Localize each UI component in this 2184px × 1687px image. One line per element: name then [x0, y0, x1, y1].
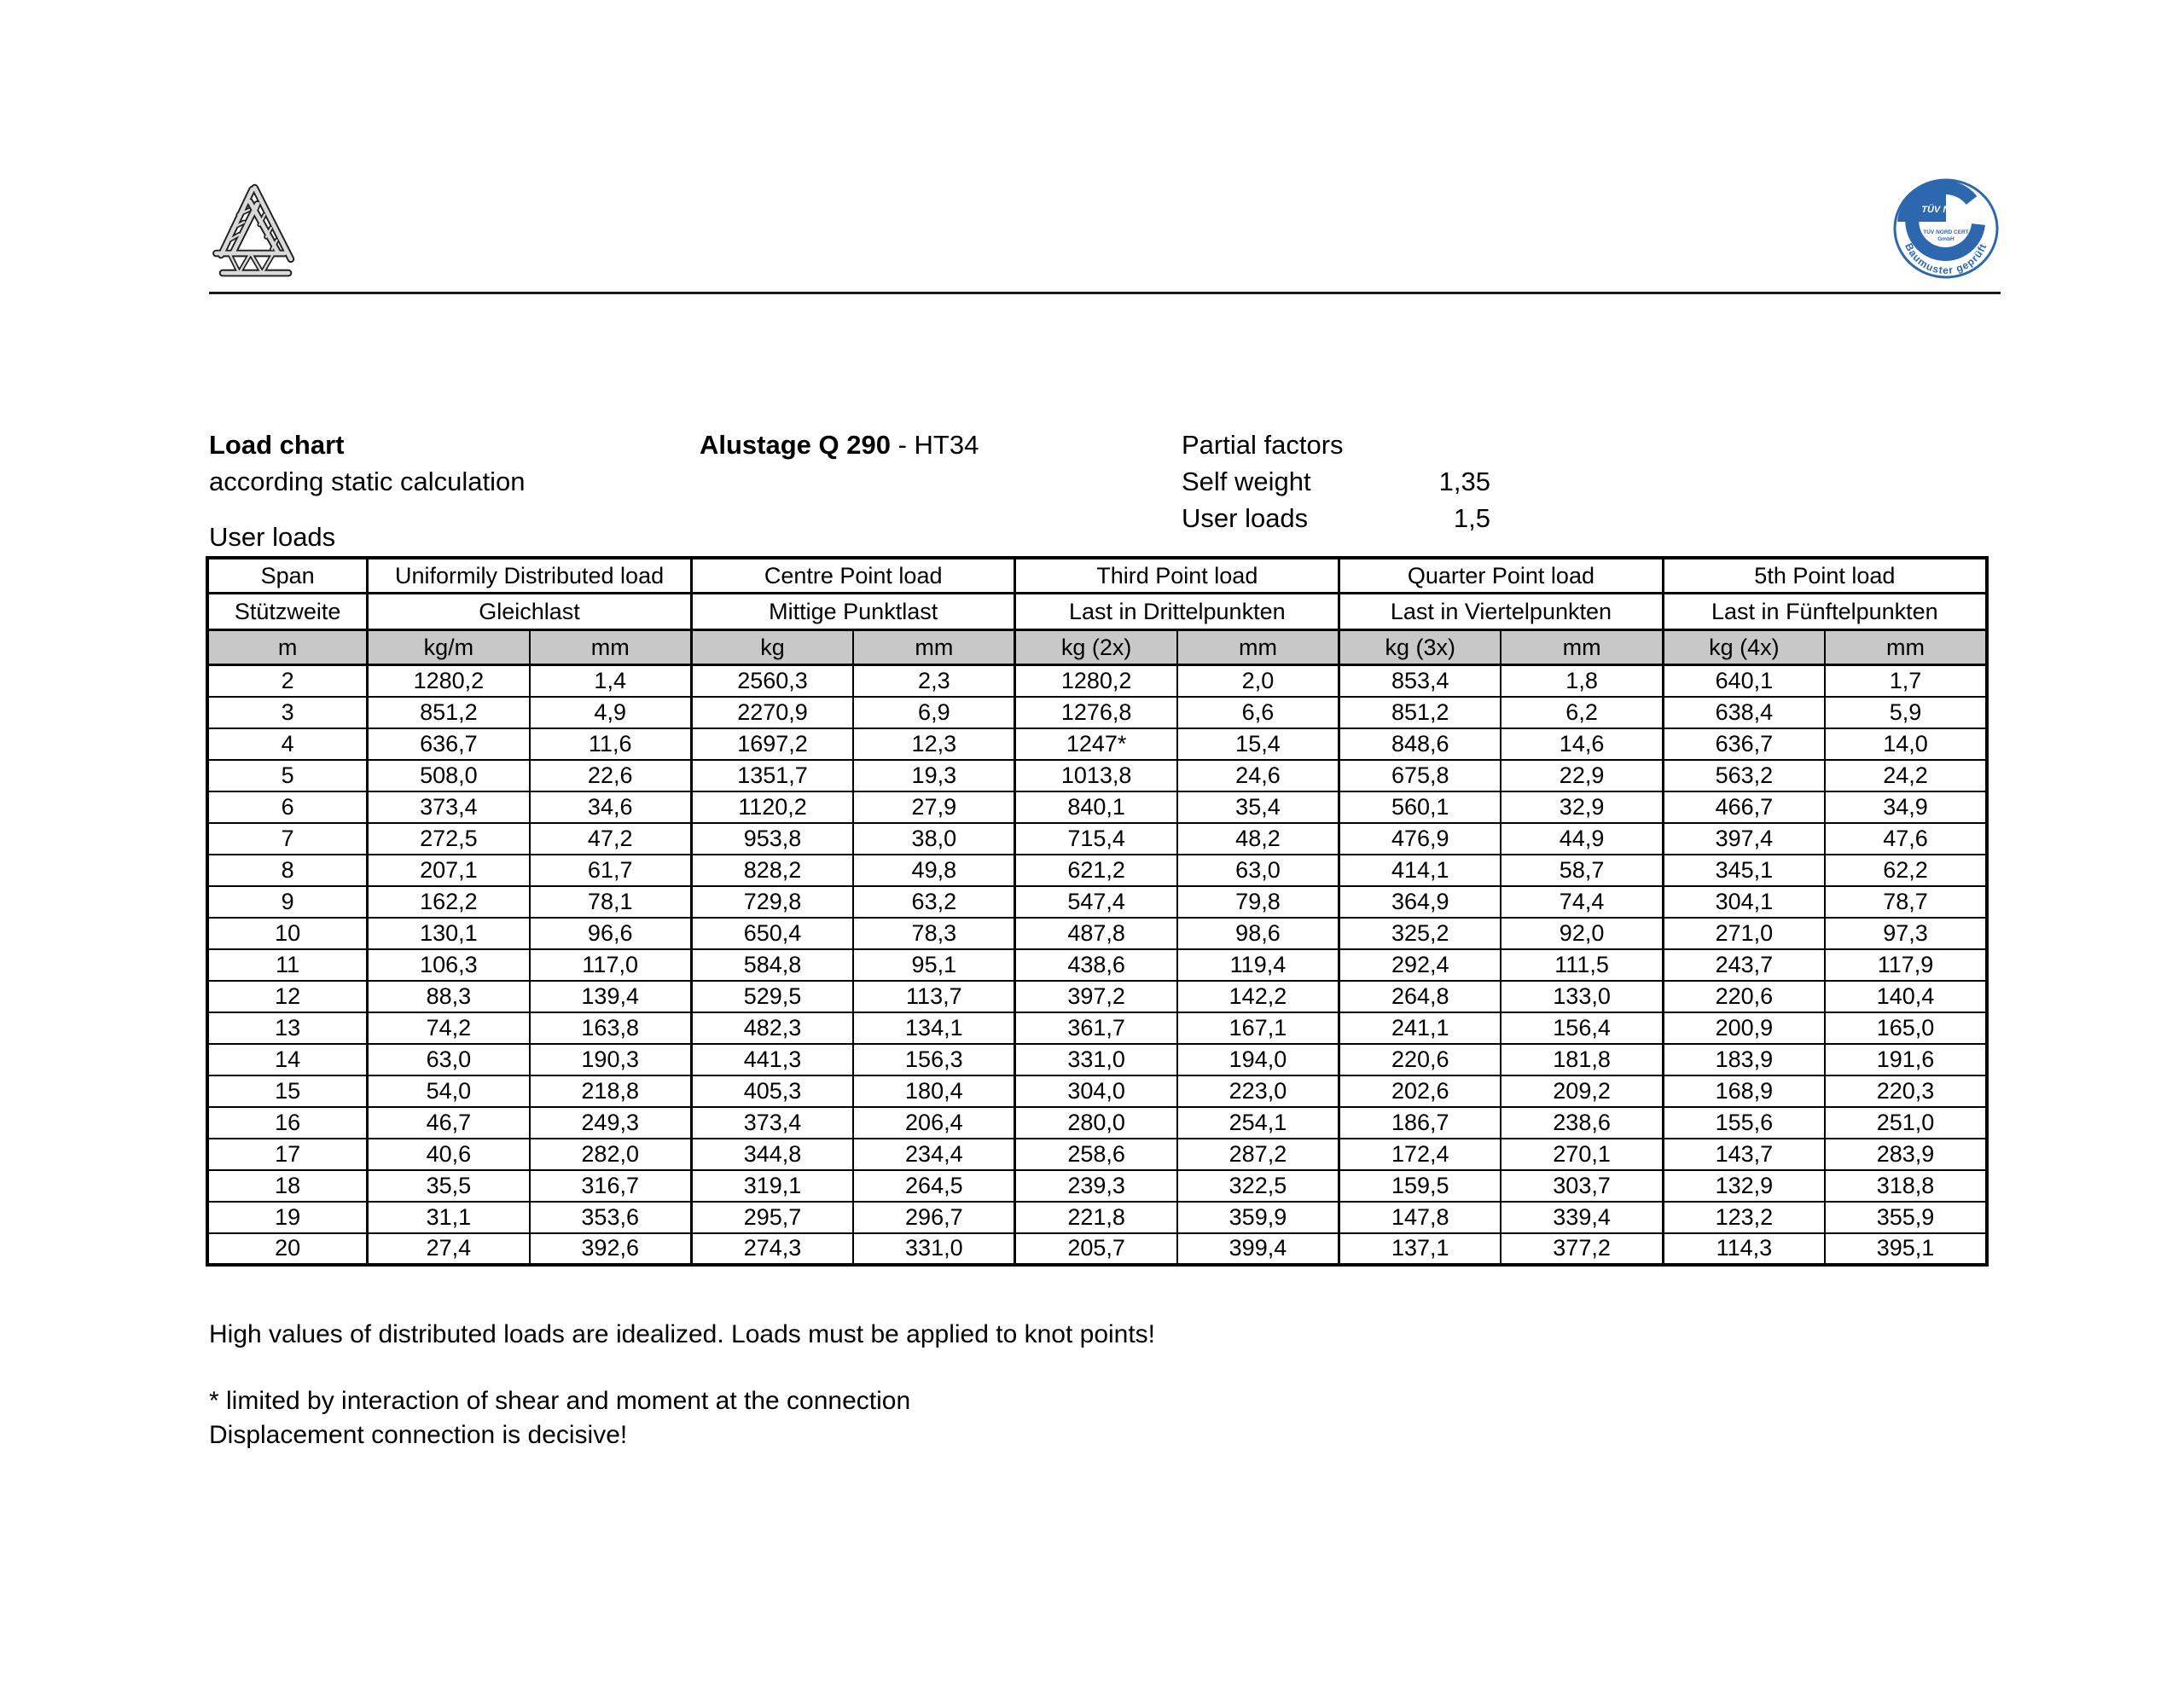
value-cell: 162,2 — [368, 886, 530, 918]
value-cell: 373,4 — [691, 1107, 853, 1139]
unit-header: mm — [853, 630, 1015, 665]
column-header: Third Point load — [1015, 558, 1339, 594]
column-header: Gleichlast — [368, 594, 692, 630]
value-cell: 46,7 — [368, 1107, 530, 1139]
factor-value: 1,35 — [1438, 467, 1490, 496]
value-cell: 63,0 — [1177, 855, 1339, 886]
value-cell: 190,3 — [530, 1044, 692, 1075]
tuev-nord-badge-icon — [1892, 177, 2000, 281]
factor-value: 1,5 — [1453, 503, 1490, 533]
value-cell: 303,7 — [1501, 1170, 1663, 1202]
value-cell: 15,4 — [1177, 728, 1339, 760]
value-cell: 205,7 — [1015, 1233, 1177, 1265]
value-cell: 851,2 — [368, 697, 530, 728]
column-header: Stützweite — [207, 594, 368, 630]
title-block — [209, 426, 525, 500]
value-cell: 1,4 — [530, 665, 692, 697]
table-row — [207, 918, 1987, 949]
unit-header: mm — [1177, 630, 1339, 665]
value-cell: 482,3 — [691, 1012, 853, 1044]
unit-header: mm — [530, 630, 692, 665]
value-cell: 364,9 — [1339, 886, 1502, 918]
value-cell: 97,3 — [1825, 918, 1987, 949]
value-cell: 191,6 — [1825, 1044, 1987, 1075]
value-cell: 34,6 — [530, 791, 692, 823]
value-cell: 254,1 — [1177, 1107, 1339, 1139]
table-row — [207, 728, 1987, 760]
value-cell: 6,9 — [853, 697, 1015, 728]
value-cell: 584,8 — [691, 949, 853, 981]
value-cell: 11,6 — [530, 728, 692, 760]
value-cell: 239,3 — [1015, 1170, 1177, 1202]
value-cell: 40,6 — [368, 1139, 530, 1170]
value-cell: 19,3 — [853, 760, 1015, 791]
value-cell: 316,7 — [530, 1170, 692, 1202]
value-cell: 287,2 — [1177, 1139, 1339, 1170]
value-cell: 223,0 — [1177, 1075, 1339, 1107]
value-cell: 476,9 — [1339, 823, 1502, 855]
column-header: Last in Viertelpunkten — [1339, 594, 1664, 630]
value-cell: 304,0 — [1015, 1075, 1177, 1107]
value-cell: 12,3 — [853, 728, 1015, 760]
value-cell: 1013,8 — [1015, 760, 1177, 791]
span-cell: 19 — [207, 1202, 368, 1233]
value-cell: 180,4 — [853, 1075, 1015, 1107]
table-row — [207, 1139, 1987, 1170]
value-cell: 397,4 — [1663, 823, 1825, 855]
value-cell: 272,5 — [368, 823, 530, 855]
value-cell: 274,3 — [691, 1233, 853, 1265]
table-row — [207, 1075, 1987, 1107]
value-cell: 133,0 — [1501, 981, 1663, 1012]
value-cell: 848,6 — [1339, 728, 1502, 760]
value-cell: 650,4 — [691, 918, 853, 949]
value-cell: 840,1 — [1015, 791, 1177, 823]
value-cell: 22,6 — [530, 760, 692, 791]
value-cell: 638,4 — [1663, 697, 1825, 728]
table-row — [207, 981, 1987, 1012]
value-cell: 319,1 — [691, 1170, 853, 1202]
value-cell: 79,8 — [1177, 886, 1339, 918]
table-row — [207, 1107, 1987, 1139]
value-cell: 27,4 — [368, 1233, 530, 1265]
value-cell: 1247* — [1015, 728, 1177, 760]
note-idealized: High values of distributed loads are idealized. Loads must be applied to knot points! — [209, 1320, 1156, 1348]
table-header-row-de — [207, 594, 1987, 630]
span-cell: 20 — [207, 1233, 368, 1265]
value-cell: 399,4 — [1177, 1233, 1339, 1265]
value-cell: 132,9 — [1663, 1170, 1825, 1202]
value-cell: 113,7 — [853, 981, 1015, 1012]
value-cell: 32,9 — [1501, 791, 1663, 823]
value-cell: 345,1 — [1663, 855, 1825, 886]
value-cell: 218,8 — [530, 1075, 692, 1107]
value-cell: 304,1 — [1663, 886, 1825, 918]
span-cell: 16 — [207, 1107, 368, 1139]
value-cell: 49,8 — [853, 855, 1015, 886]
value-cell: 139,4 — [530, 981, 692, 1012]
table-row — [207, 1170, 1987, 1202]
factor-label: User loads — [1182, 503, 1309, 533]
value-cell: 414,1 — [1339, 855, 1502, 886]
span-cell: 5 — [207, 760, 368, 791]
badge-curved-text: Baumuster geprüft — [1902, 241, 1989, 276]
table-row — [207, 949, 1987, 981]
value-cell: 172,4 — [1339, 1139, 1502, 1170]
value-cell: 264,5 — [853, 1170, 1015, 1202]
value-cell: 851,2 — [1339, 697, 1502, 728]
value-cell: 264,8 — [1339, 981, 1502, 1012]
unit-header: mm — [1501, 630, 1663, 665]
span-cell: 4 — [207, 728, 368, 760]
value-cell: 31,1 — [368, 1202, 530, 1233]
badge-brand-text: TÜV NORD — [1921, 205, 1971, 215]
value-cell: 344,8 — [691, 1139, 853, 1170]
span-cell: 14 — [207, 1044, 368, 1075]
value-cell: 234,4 — [853, 1139, 1015, 1170]
value-cell: 331,0 — [853, 1233, 1015, 1265]
value-cell: 953,8 — [691, 823, 853, 855]
span-cell: 12 — [207, 981, 368, 1012]
value-cell: 119,4 — [1177, 949, 1339, 981]
value-cell: 130,1 — [368, 918, 530, 949]
unit-header: m — [207, 630, 368, 665]
column-header: Last in Drittelpunkten — [1015, 594, 1339, 630]
column-header: Last in Fünftelpunkten — [1663, 594, 1987, 630]
value-cell: 251,0 — [1825, 1107, 1987, 1139]
header-divider — [209, 292, 2001, 294]
partial-factors-block — [1182, 426, 1490, 536]
unit-header: kg (2x) — [1015, 630, 1177, 665]
value-cell: 466,7 — [1663, 791, 1825, 823]
column-header: Centre Point load — [691, 558, 1015, 594]
value-cell: 111,5 — [1501, 949, 1663, 981]
value-cell: 200,9 — [1663, 1012, 1825, 1044]
value-cell: 156,4 — [1501, 1012, 1663, 1044]
column-header: Uniformily Distributed load — [368, 558, 692, 594]
value-cell: 238,6 — [1501, 1107, 1663, 1139]
value-cell: 209,2 — [1501, 1075, 1663, 1107]
value-cell: 117,0 — [530, 949, 692, 981]
column-header: Span — [207, 558, 368, 594]
value-cell: 1120,2 — [691, 791, 853, 823]
value-cell: 331,0 — [1015, 1044, 1177, 1075]
value-cell: 636,7 — [1663, 728, 1825, 760]
value-cell: 181,8 — [1501, 1044, 1663, 1075]
factor-label: Self weight — [1182, 467, 1311, 496]
value-cell: 292,4 — [1339, 949, 1502, 981]
span-cell: 8 — [207, 855, 368, 886]
value-cell: 74,2 — [368, 1012, 530, 1044]
value-cell: 6,2 — [1501, 697, 1663, 728]
value-cell: 156,3 — [853, 1044, 1015, 1075]
table-header-row-en — [207, 558, 1987, 594]
value-cell: 640,1 — [1663, 665, 1825, 697]
value-cell: 675,8 — [1339, 760, 1502, 791]
value-cell: 1,7 — [1825, 665, 1987, 697]
note-displacement: Displacement connection is decisive! — [209, 1421, 628, 1449]
table-row — [207, 886, 1987, 918]
value-cell: 405,3 — [691, 1075, 853, 1107]
value-cell: 715,4 — [1015, 823, 1177, 855]
value-cell: 114,3 — [1663, 1233, 1825, 1265]
value-cell: 183,9 — [1663, 1044, 1825, 1075]
unit-header: mm — [1825, 630, 1987, 665]
value-cell: 5,9 — [1825, 697, 1987, 728]
value-cell: 78,3 — [853, 918, 1015, 949]
value-cell: 143,7 — [1663, 1139, 1825, 1170]
value-cell: 318,8 — [1825, 1170, 1987, 1202]
value-cell: 34,9 — [1825, 791, 1987, 823]
value-cell: 38,0 — [853, 823, 1015, 855]
span-cell: 2 — [207, 665, 368, 697]
value-cell: 438,6 — [1015, 949, 1177, 981]
page-subtitle: according static calculation — [209, 467, 526, 496]
value-cell: 373,4 — [368, 791, 530, 823]
value-cell: 47,6 — [1825, 823, 1987, 855]
value-cell: 359,9 — [1177, 1202, 1339, 1233]
table-row — [207, 1012, 1987, 1044]
value-cell: 62,2 — [1825, 855, 1987, 886]
value-cell: 35,4 — [1177, 791, 1339, 823]
value-cell: 397,2 — [1015, 981, 1177, 1012]
value-cell: 194,0 — [1177, 1044, 1339, 1075]
value-cell: 377,2 — [1501, 1233, 1663, 1265]
value-cell: 280,0 — [1015, 1107, 1177, 1139]
span-cell: 18 — [207, 1170, 368, 1202]
value-cell: 2,3 — [853, 665, 1015, 697]
value-cell: 168,9 — [1663, 1075, 1825, 1107]
value-cell: 88,3 — [368, 981, 530, 1012]
value-cell: 165,0 — [1825, 1012, 1987, 1044]
value-cell: 167,1 — [1177, 1012, 1339, 1044]
value-cell: 322,5 — [1177, 1170, 1339, 1202]
value-cell: 220,6 — [1339, 1044, 1502, 1075]
value-cell: 92,0 — [1501, 918, 1663, 949]
value-cell: 563,2 — [1663, 760, 1825, 791]
badge-cert-text: TÜV NORD CERT — [1923, 229, 1969, 235]
value-cell: 134,1 — [853, 1012, 1015, 1044]
unit-header: kg (3x) — [1339, 630, 1502, 665]
span-cell: 15 — [207, 1075, 368, 1107]
table-section-label: User loads — [209, 522, 336, 552]
value-cell: 24,6 — [1177, 760, 1339, 791]
value-cell: 508,0 — [368, 760, 530, 791]
value-cell: 283,9 — [1825, 1139, 1987, 1170]
value-cell: 63,0 — [368, 1044, 530, 1075]
value-cell: 547,4 — [1015, 886, 1177, 918]
table-row — [207, 665, 1987, 697]
value-cell: 24,2 — [1825, 760, 1987, 791]
load-chart-table — [206, 556, 1989, 1267]
value-cell: 395,1 — [1825, 1233, 1987, 1265]
value-cell: 123,2 — [1663, 1202, 1825, 1233]
value-cell: 48,2 — [1177, 823, 1339, 855]
value-cell: 206,4 — [853, 1107, 1015, 1139]
value-cell: 78,7 — [1825, 886, 1987, 918]
value-cell: 241,1 — [1339, 1012, 1502, 1044]
value-cell: 186,7 — [1339, 1107, 1502, 1139]
value-cell: 2,0 — [1177, 665, 1339, 697]
load-table-body — [207, 665, 1987, 1265]
value-cell: 621,2 — [1015, 855, 1177, 886]
value-cell: 355,9 — [1825, 1202, 1987, 1233]
value-cell: 487,8 — [1015, 918, 1177, 949]
truss-logo-icon — [203, 175, 310, 290]
value-cell: 14,6 — [1501, 728, 1663, 760]
value-cell: 282,0 — [530, 1139, 692, 1170]
badge-cert-gmbh-text: GmbH — [1937, 236, 1955, 242]
value-cell: 258,6 — [1015, 1139, 1177, 1170]
span-cell: 10 — [207, 918, 368, 949]
span-cell: 9 — [207, 886, 368, 918]
value-cell: 1276,8 — [1015, 697, 1177, 728]
table-row — [207, 823, 1987, 855]
table-row — [207, 855, 1987, 886]
value-cell: 271,0 — [1663, 918, 1825, 949]
value-cell: 249,3 — [530, 1107, 692, 1139]
value-cell: 4,9 — [530, 697, 692, 728]
value-cell: 63,2 — [853, 886, 1015, 918]
table-row — [207, 1044, 1987, 1075]
span-cell: 17 — [207, 1139, 368, 1170]
value-cell: 44,9 — [1501, 823, 1663, 855]
value-cell: 142,2 — [1177, 981, 1339, 1012]
value-cell: 339,4 — [1501, 1202, 1663, 1233]
table-row — [207, 760, 1987, 791]
value-cell: 35,5 — [368, 1170, 530, 1202]
table-row — [207, 697, 1987, 728]
value-cell: 98,6 — [1177, 918, 1339, 949]
span-cell: 6 — [207, 791, 368, 823]
value-cell: 828,2 — [691, 855, 853, 886]
table-units-row — [207, 630, 1987, 665]
value-cell: 74,4 — [1501, 886, 1663, 918]
table-row — [207, 1233, 1987, 1265]
value-cell: 163,8 — [530, 1012, 692, 1044]
span-cell: 13 — [207, 1012, 368, 1044]
value-cell: 155,6 — [1663, 1107, 1825, 1139]
value-cell: 560,1 — [1339, 791, 1502, 823]
value-cell: 106,3 — [368, 949, 530, 981]
value-cell: 47,2 — [530, 823, 692, 855]
value-cell: 853,4 — [1339, 665, 1502, 697]
value-cell: 95,1 — [853, 949, 1015, 981]
column-header: Mittige Punktlast — [691, 594, 1015, 630]
product-variant: - HT34 — [890, 430, 979, 460]
value-cell: 361,7 — [1015, 1012, 1177, 1044]
value-cell: 221,8 — [1015, 1202, 1177, 1233]
factor-row — [1182, 500, 1490, 536]
value-cell: 1697,2 — [691, 728, 853, 760]
column-header: 5th Point load — [1663, 558, 1987, 594]
value-cell: 202,6 — [1339, 1075, 1502, 1107]
value-cell: 6,6 — [1177, 697, 1339, 728]
product-name: Alustage Q 290 — [700, 430, 891, 460]
value-cell: 22,9 — [1501, 760, 1663, 791]
value-cell: 1280,2 — [1015, 665, 1177, 697]
value-cell: 243,7 — [1663, 949, 1825, 981]
value-cell: 441,3 — [691, 1044, 853, 1075]
value-cell: 117,9 — [1825, 949, 1987, 981]
span-cell: 11 — [207, 949, 368, 981]
value-cell: 636,7 — [368, 728, 530, 760]
value-cell: 220,3 — [1825, 1075, 1987, 1107]
value-cell: 58,7 — [1501, 855, 1663, 886]
factor-row — [1182, 463, 1490, 500]
value-cell: 207,1 — [368, 855, 530, 886]
value-cell: 96,6 — [530, 918, 692, 949]
value-cell: 137,1 — [1339, 1233, 1502, 1265]
span-cell: 7 — [207, 823, 368, 855]
value-cell: 1,8 — [1501, 665, 1663, 697]
value-cell: 729,8 — [691, 886, 853, 918]
value-cell: 140,4 — [1825, 981, 1987, 1012]
table-row — [207, 1202, 1987, 1233]
value-cell: 296,7 — [853, 1202, 1015, 1233]
value-cell: 295,7 — [691, 1202, 853, 1233]
value-cell: 392,6 — [530, 1233, 692, 1265]
value-cell: 14,0 — [1825, 728, 1987, 760]
page-title: Load chart — [209, 430, 345, 460]
value-cell: 220,6 — [1663, 981, 1825, 1012]
value-cell: 353,6 — [530, 1202, 692, 1233]
unit-header: kg — [691, 630, 853, 665]
value-cell: 2270,9 — [691, 697, 853, 728]
unit-header: kg (4x) — [1663, 630, 1825, 665]
column-header: Quarter Point load — [1339, 558, 1664, 594]
product-title — [700, 426, 979, 463]
value-cell: 61,7 — [530, 855, 692, 886]
value-cell: 159,5 — [1339, 1170, 1502, 1202]
span-cell: 3 — [207, 697, 368, 728]
note-asterisk: * limited by interaction of shear and moment at the connection — [209, 1387, 911, 1415]
value-cell: 54,0 — [368, 1075, 530, 1107]
value-cell: 1280,2 — [368, 665, 530, 697]
value-cell: 27,9 — [853, 791, 1015, 823]
value-cell: 78,1 — [530, 886, 692, 918]
value-cell: 529,5 — [691, 981, 853, 1012]
value-cell: 1351,7 — [691, 760, 853, 791]
value-cell: 2560,3 — [691, 665, 853, 697]
table-row — [207, 791, 1987, 823]
partial-factors-label: Partial factors — [1182, 430, 1344, 460]
value-cell: 270,1 — [1501, 1139, 1663, 1170]
value-cell: 325,2 — [1339, 918, 1502, 949]
unit-header: kg/m — [368, 630, 530, 665]
value-cell: 147,8 — [1339, 1202, 1502, 1233]
